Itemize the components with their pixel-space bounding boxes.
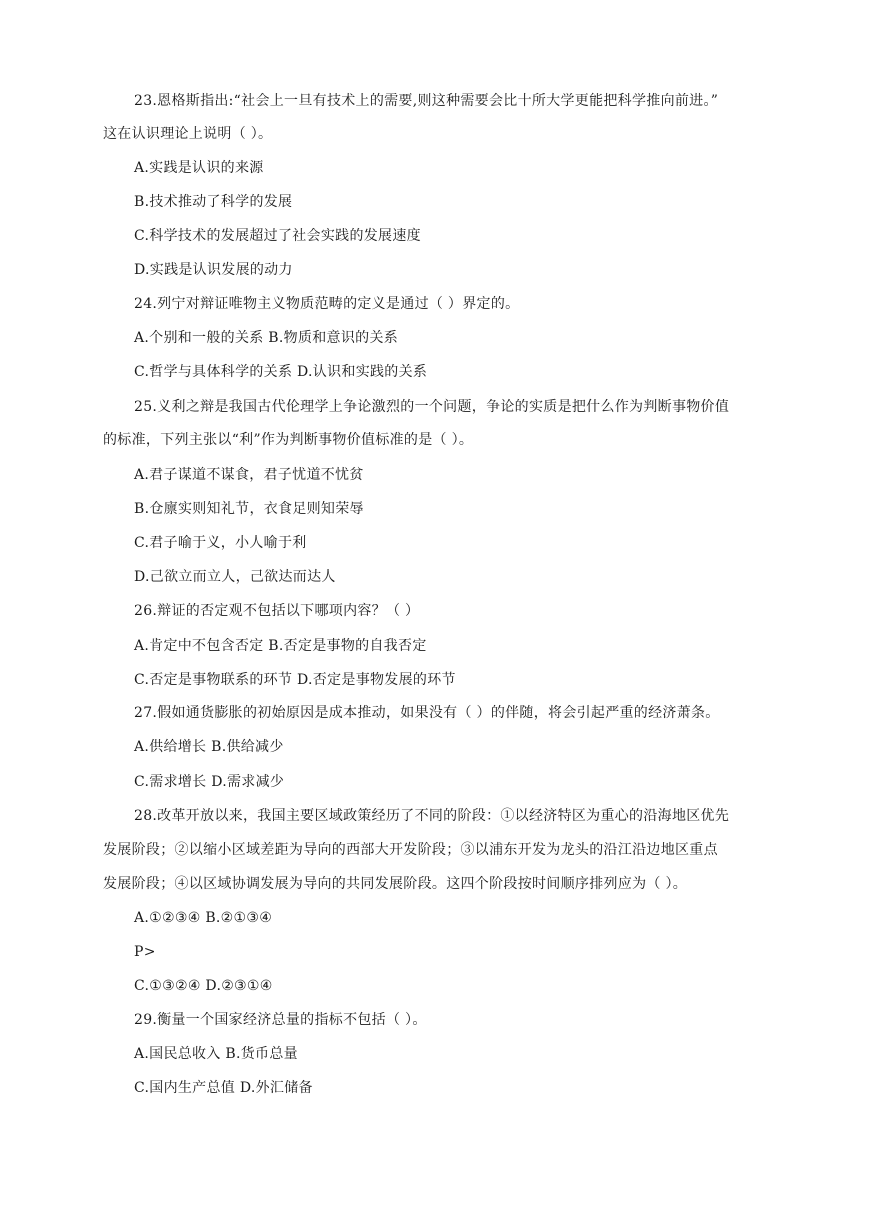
question-26-options-cd: C.否定是事物联系的环节 D.否定是事物发展的环节 (134, 672, 456, 688)
question-24-options-ab: A.个别和一般的关系 B.物质和意识的关系 (134, 330, 399, 346)
question-25-stem-cont: 的标准，下列主张以“利”作为判断事物价值标准的是（ ）。 (103, 432, 474, 448)
question-26-options-ab: A.肯定中不包含否定 B.否定是事物的自我否定 (134, 638, 427, 654)
question-23-option-c: C.科学技术的发展超过了社会实践的发展速度 (134, 228, 421, 244)
question-24-stem: 24.列宁对辩证唯物主义物质范畴的定义是通过（ ）界定的。 (134, 296, 520, 312)
question-28-options-cd: C.①③②④ D.②③①④ (134, 978, 273, 994)
question-23-option-a: A.实践是认识的来源 (134, 160, 264, 176)
question-26-stem: 26.辩证的否定观不包括以下哪项内容？（ ） (134, 603, 420, 619)
question-25-option-d: D.己欲立而立人，己欲达而达人 (134, 569, 336, 585)
question-28-stem-cont-1: 发展阶段；②以缩小区域差距为导向的西部大开发阶段；③以浦东开发为龙头的沿江沿边地区重点 (103, 842, 718, 858)
question-25-option-c: C.君子喻于义，小人喻于利 (134, 535, 307, 551)
question-23-stem: 23.恩格斯指出:“社会上一旦有技术上的需要,则这种需要会比十所大学更能把科学推向前进。” (134, 93, 719, 109)
question-25-option-a: A.君子谋道不谋食，君子忧道不忧贫 (134, 467, 364, 483)
stray-text: P> (134, 944, 156, 960)
question-23-stem-cont: 这在认识理论上说明（ ）。 (103, 126, 273, 142)
question-25-stem: 25.义利之辩是我国古代伦理学上争论激烈的一个问题，争论的实质是把什么作为判断事物价值 (134, 399, 730, 415)
question-29-stem: 29.衡量一个国家经济总量的指标不包括（ ）。 (134, 1012, 427, 1028)
question-25-option-b: B.仓廪实则知礼节，衣食足则知荣辱 (134, 501, 364, 517)
question-28-options-ab: A.①②③④ B.②①③④ (134, 910, 273, 926)
question-28-stem: 28.改革开放以来，我国主要区域政策经历了不同的阶段：①以经济特区为重心的沿海地区优先 (134, 808, 730, 824)
question-24-options-cd: C.哲学与具体科学的关系 D.认识和实践的关系 (134, 364, 428, 380)
question-27-stem: 27.假如通货膨胀的初始原因是成本推动，如果没有（ ）的伴随，将会引起严重的经济萧条。 (134, 705, 720, 721)
question-27-options-cd: C.需求增长 D.需求减少 (134, 774, 285, 790)
question-29-options-cd: C.国内生产总值 D.外汇储备 (134, 1080, 313, 1096)
question-29-options-ab: A.国民总收入 B.货币总量 (134, 1046, 298, 1062)
question-23-option-b: B.技术推动了科学的发展 (134, 194, 293, 210)
question-27-options-ab: A.供给增长 B.供给减少 (134, 739, 284, 755)
question-28-stem-cont-2: 发展阶段；④以区域协调发展为导向的共同发展阶段。这四个阶段按时间顺序排列应为（ ）。 (103, 876, 688, 892)
question-23-option-d: D.实践是认识发展的动力 (134, 262, 293, 278)
